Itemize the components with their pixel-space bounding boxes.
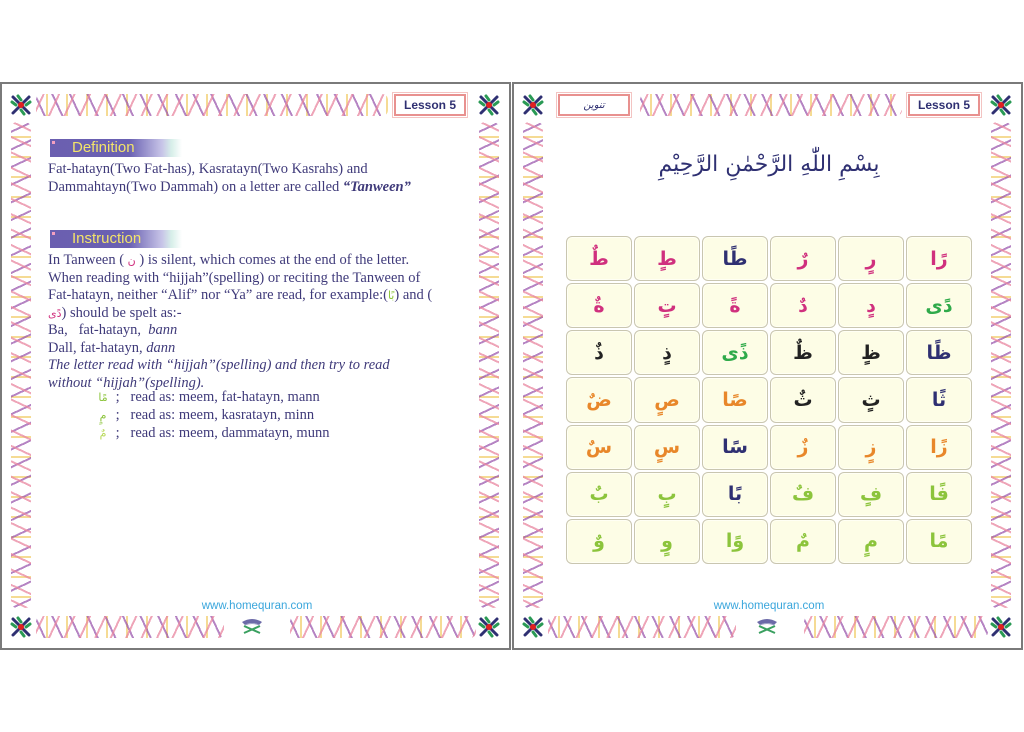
separator: ; xyxy=(115,407,120,423)
top-border-ornament xyxy=(36,94,388,116)
corner-ornament-icon xyxy=(990,94,1012,116)
letter-cell: صٍ xyxy=(634,377,700,422)
quran-rehal-icon xyxy=(754,616,780,634)
letter-cell: ظًا xyxy=(906,330,972,375)
top-border-ornament xyxy=(640,94,902,116)
letter-cell: ظٌ xyxy=(770,330,836,375)
instruction-line-5 xyxy=(48,322,473,340)
letter-cell: مٍ xyxy=(838,519,904,564)
definition-text xyxy=(48,161,473,196)
text-span: bann xyxy=(148,322,178,338)
right-page xyxy=(512,82,1023,650)
bottom-border-ornament xyxy=(804,616,988,638)
letter-cell: فٍ xyxy=(838,472,904,517)
letter-cell: طٌ xyxy=(566,236,632,281)
letter-cell: ثٌ xyxy=(770,377,836,422)
corner-ornament-icon xyxy=(990,616,1012,638)
letter-cell: دٌ xyxy=(770,283,836,328)
read-as-text: read as: meem, kasratayn, xyxy=(130,407,285,423)
read-as-result: munn xyxy=(296,425,330,441)
definition-line-1: Fat-hatayn(Two Fat-has), Kasratayn(Two Kasrahs) and xyxy=(48,161,368,177)
text-span: ) should be spelt as:- xyxy=(61,304,182,321)
letter-cell: ثٍ xyxy=(838,377,904,422)
letter-cell: رًا xyxy=(906,236,972,281)
corner-ornament-icon xyxy=(478,94,500,116)
definition-heading xyxy=(50,139,182,157)
text-span: ) and ( xyxy=(394,287,433,303)
letter-cell: ضٌ xyxy=(566,377,632,422)
website-link[interactable]: www.homequran.com xyxy=(713,600,825,612)
letter-cell: ذٌ xyxy=(566,330,632,375)
left-border-ornament xyxy=(11,122,31,608)
arabic-example: مٌ xyxy=(99,427,107,440)
instruction-text xyxy=(48,252,473,392)
quran-rehal-icon xyxy=(239,616,265,634)
lesson-title-urdu: تنوین xyxy=(558,94,630,116)
instruction-line-2: When reading with “hijjah”(spelling) or reciting the Tanween of xyxy=(48,269,421,286)
definition-heading-text: Definition xyxy=(72,139,135,156)
letter-cell: صًا xyxy=(702,377,768,422)
right-border-ornament xyxy=(479,122,499,608)
letter-cell: وٌ xyxy=(566,519,632,564)
letter-cell: مٌ xyxy=(770,519,836,564)
letter-cell: فٌ xyxy=(770,472,836,517)
letter-cell: ةً xyxy=(702,283,768,328)
letter-cell: بًا xyxy=(702,472,768,517)
corner-ornament-icon xyxy=(10,616,32,638)
letter-cell: مًا xyxy=(906,519,972,564)
separator: ; xyxy=(115,389,120,405)
instruction-heading xyxy=(50,230,182,248)
letter-cell: وًا xyxy=(702,519,768,564)
instruction-line-3 xyxy=(48,287,473,305)
instruction-line-4 xyxy=(48,305,473,323)
separator: ; xyxy=(115,425,120,441)
read-as-result: minn xyxy=(284,407,315,423)
bottom-border-ornament xyxy=(290,616,476,638)
left-border-ornament xyxy=(523,122,543,608)
corner-ornament-icon xyxy=(522,616,544,638)
letter-cell: دٍ xyxy=(838,283,904,328)
book-spread xyxy=(0,82,1024,650)
read-as-text: read as: meem, fat-hatayn, xyxy=(130,389,288,405)
text-span: ) is silent, which comes at the end of the letter. xyxy=(135,252,410,268)
text-span: Ba, fat-hatayn, xyxy=(48,322,149,338)
bismillah-heading: بِسْمِ اللّٰهِ الرَّحْمٰنِ الرَّحِيْمِ xyxy=(658,152,880,177)
letter-cell: سٍ xyxy=(634,425,700,470)
lesson-label: Lesson 5 xyxy=(394,94,466,116)
text-span: Fat-hatayn, neither “Alif” nor “Ya” are read, for example:( xyxy=(48,287,388,303)
read-as-result: mann xyxy=(287,389,320,405)
letter-cell: طًا xyxy=(702,236,768,281)
tanween-term: “Tanween” xyxy=(342,178,411,195)
text-span: In Tanween ( xyxy=(48,252,128,268)
lesson-label: Lesson 5 xyxy=(908,94,980,116)
read-as-item xyxy=(94,407,314,424)
letter-cell: طٍ xyxy=(634,236,700,281)
letter-cell: سٌ xyxy=(566,425,632,470)
letter-cell: ذٍ xyxy=(634,330,700,375)
letter-cell: رٍ xyxy=(838,236,904,281)
text-span: Dall, fat-hatayn, xyxy=(48,339,147,356)
corner-ornament-icon xyxy=(10,94,32,116)
noon-letter: ن xyxy=(127,254,136,267)
left-page xyxy=(0,82,511,650)
corner-ornament-icon xyxy=(478,616,500,638)
letter-cell: بٌ xyxy=(566,472,632,517)
letter-cell: رٌ xyxy=(770,236,836,281)
instruction-line-8: without “hijjah”(spelling). xyxy=(48,374,205,391)
letter-cell: سًا xyxy=(702,425,768,470)
definition-line-2 xyxy=(48,179,473,197)
arabic-example: مٍ xyxy=(99,409,107,422)
letter-cell: ةٌ xyxy=(566,283,632,328)
definition-line-2-text: Dammahtayn(Two Dammah) on a letter are called xyxy=(48,178,343,195)
letter-cell: ذًى xyxy=(702,330,768,375)
letter-cell: دًى xyxy=(906,283,972,328)
right-border-ornament xyxy=(991,122,1011,608)
text-span: dann xyxy=(146,339,176,356)
letter-cell: بٍ xyxy=(634,472,700,517)
instruction-line-1 xyxy=(48,252,473,270)
arabic-example: مًا xyxy=(98,391,108,404)
read-as-item xyxy=(94,425,329,442)
instruction-heading-text: Instruction xyxy=(72,230,142,247)
bottom-border-ornament xyxy=(36,616,224,638)
letter-cell: تٍ xyxy=(634,283,700,328)
read-as-item xyxy=(94,389,320,406)
letter-cell: زًا xyxy=(906,425,972,470)
letter-cell: ظٍ xyxy=(838,330,904,375)
corner-ornament-icon xyxy=(522,94,544,116)
letter-cell: ثًا xyxy=(906,377,972,422)
website-link[interactable]: www.homequran.com xyxy=(201,600,313,612)
arabic-example-dal: دًى xyxy=(48,306,62,320)
instruction-line-6 xyxy=(48,340,473,358)
letter-cell: وٍ xyxy=(634,519,700,564)
letter-cell: زٍ xyxy=(838,425,904,470)
bottom-border-ornament xyxy=(548,616,736,638)
letter-cell: زٌ xyxy=(770,425,836,470)
arabic-example-ba: بًا xyxy=(387,289,395,302)
letter-cell: فًا xyxy=(906,472,972,517)
tanween-letter-grid xyxy=(566,236,972,564)
instruction-line-7: The letter read with “hijjah”(spelling) and then try to read xyxy=(48,357,390,373)
read-as-text: read as: meem, dammatayn, xyxy=(130,425,297,441)
